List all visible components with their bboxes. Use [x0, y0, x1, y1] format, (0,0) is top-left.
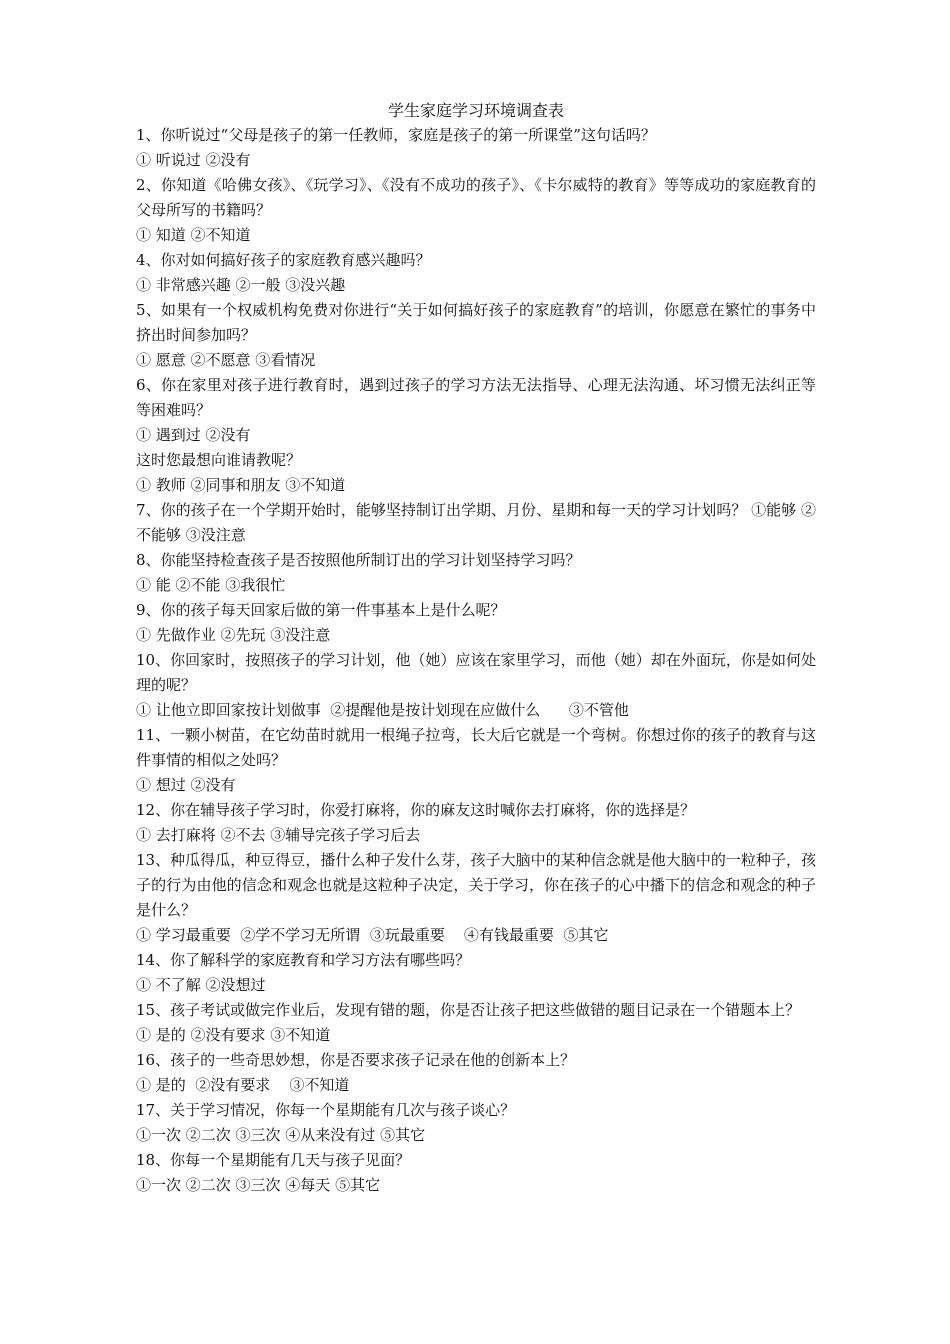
question-6: 6、你在家里对孩子进行教育时，遇到过孩子的学习方法无法指导、心理无法沟通、坏习惯无法纠正等等困难吗？: [136, 376, 816, 419]
answer-options-6-followup: ① 教师 ②同事和朋友 ③不知道: [136, 476, 346, 494]
question-14: 14、你了解科学的家庭教育和学习方法有哪些吗？: [136, 951, 471, 969]
answer-options-2: ① 知道 ②不知道: [136, 226, 251, 244]
question-15: 15、孩子考试或做完作业后，发现有错的题，你是否让孩子把这些做错的题目记录在一个错题本上？: [136, 1001, 801, 1019]
question-8: 8、你能坚持检查孩子是否按照他所制订出的学习计划坚持学习吗？: [136, 551, 581, 569]
question-16: 16、孩子的一些奇思妙想，你是否要求孩子记录在他的创新本上？: [136, 1051, 576, 1069]
question-4: 4、你对如何搞好孩子的家庭教育感兴趣吗？: [136, 251, 431, 269]
question-9: 9、你的孩子每天回家后做的第一件事基本上是什么呢？: [136, 601, 506, 619]
answer-options-6: ① 遇到过 ②没有: [136, 426, 251, 444]
question-17: 17、关于学习情况，你每一个星期能有几次与孩子谈心？: [136, 1101, 516, 1119]
answer-options-11: ① 想过 ②没有: [136, 776, 236, 794]
answer-options-9: ① 先做作业 ②先玩 ③没注意: [136, 626, 331, 644]
answer-options-16: ① 是的 ②没有要求 ③不知道: [136, 1076, 350, 1094]
question-12: 12、你在辅导孩子学习时，你爱打麻将，你的麻友这时喊你去打麻将，你的选择是？: [136, 801, 696, 819]
answer-options-18: ①一次 ②二次 ③三次 ④每天 ⑤其它: [136, 1176, 381, 1194]
answer-options-1: ① 听说过 ②没有: [136, 151, 251, 169]
answer-options-10: ① 让他立即回家按计划做事 ②提醒他是按计划现在应做什么 ③不管他: [136, 701, 629, 719]
document-title: 学生家庭学习环境调查表: [387, 101, 564, 120]
question-2: 2、你知道《哈佛女孩》、《玩学习》、《没有不成功的孩子》、《卡尔威特的教育》等等成功的家庭教育的父母所写的书籍吗？: [136, 176, 816, 219]
question-7: 7、你的孩子在一个学期开始时，能够坚持制订出学期、月份、星期和每一天的学习计划吗？ ①能够 ②不能够 ③没注意: [136, 501, 816, 544]
answer-options-12: ① 去打麻将 ②不去 ③辅导完孩子学习后去: [136, 826, 421, 844]
question-11: 11、一颗小树苗，在它幼苗时就用一根绳子拉弯，长大后它就是一个弯树。你想过你的孩子的教育与这件事情的相似之处吗？: [136, 726, 816, 769]
question-18: 18、你每一个星期能有几天与孩子见面？: [136, 1151, 411, 1169]
answer-options-5: ① 愿意 ②不愿意 ③看情况: [136, 351, 316, 369]
survey-document: [136, 98, 816, 1198]
question-1: 1、你听说过“父母是孩子的第一任教师，家庭是孩子的第一所课堂”这句话吗？: [136, 126, 656, 144]
answer-options-13: ① 学习最重要 ②学不学习无所谓 ③玩最重要 ④有钱最重要 ⑤其它: [136, 926, 609, 944]
answer-options-8: ① 能 ②不能 ③我很忙: [136, 576, 286, 594]
question-13: 13、种瓜得瓜，种豆得豆，播什么种子发什么芽，孩子大脑中的某种信念就是他大脑中的一粒种子，孩子的行为由他的信念和观念也就是这粒种子决定，关于学习，你在孩子的心中播下的信念和观念的种子是什么？: [136, 851, 816, 919]
question-10: 10、你回家时，按照孩子的学习计划，他（她）应该在家里学习，而他（她）却在外面玩，你是如何处理的呢？: [136, 651, 816, 694]
answer-options-17: ①一次 ②二次 ③三次 ④从来没有过 ⑤其它: [136, 1126, 426, 1144]
answer-options-4: ① 非常感兴趣 ②一般 ③没兴趣: [136, 276, 346, 294]
question-6-followup: 这时您最想向谁请教呢？: [136, 451, 302, 469]
answer-options-15: ① 是的 ②没有要求 ③不知道: [136, 1026, 331, 1044]
question-5: 5、如果有一个权威机构免费对你进行“关于如何搞好孩子的家庭教育”的培训，你愿意在繁忙的事务中挤出时间参加吗？: [136, 301, 816, 344]
answer-options-14: ① 不了解 ②没想过: [136, 976, 266, 994]
